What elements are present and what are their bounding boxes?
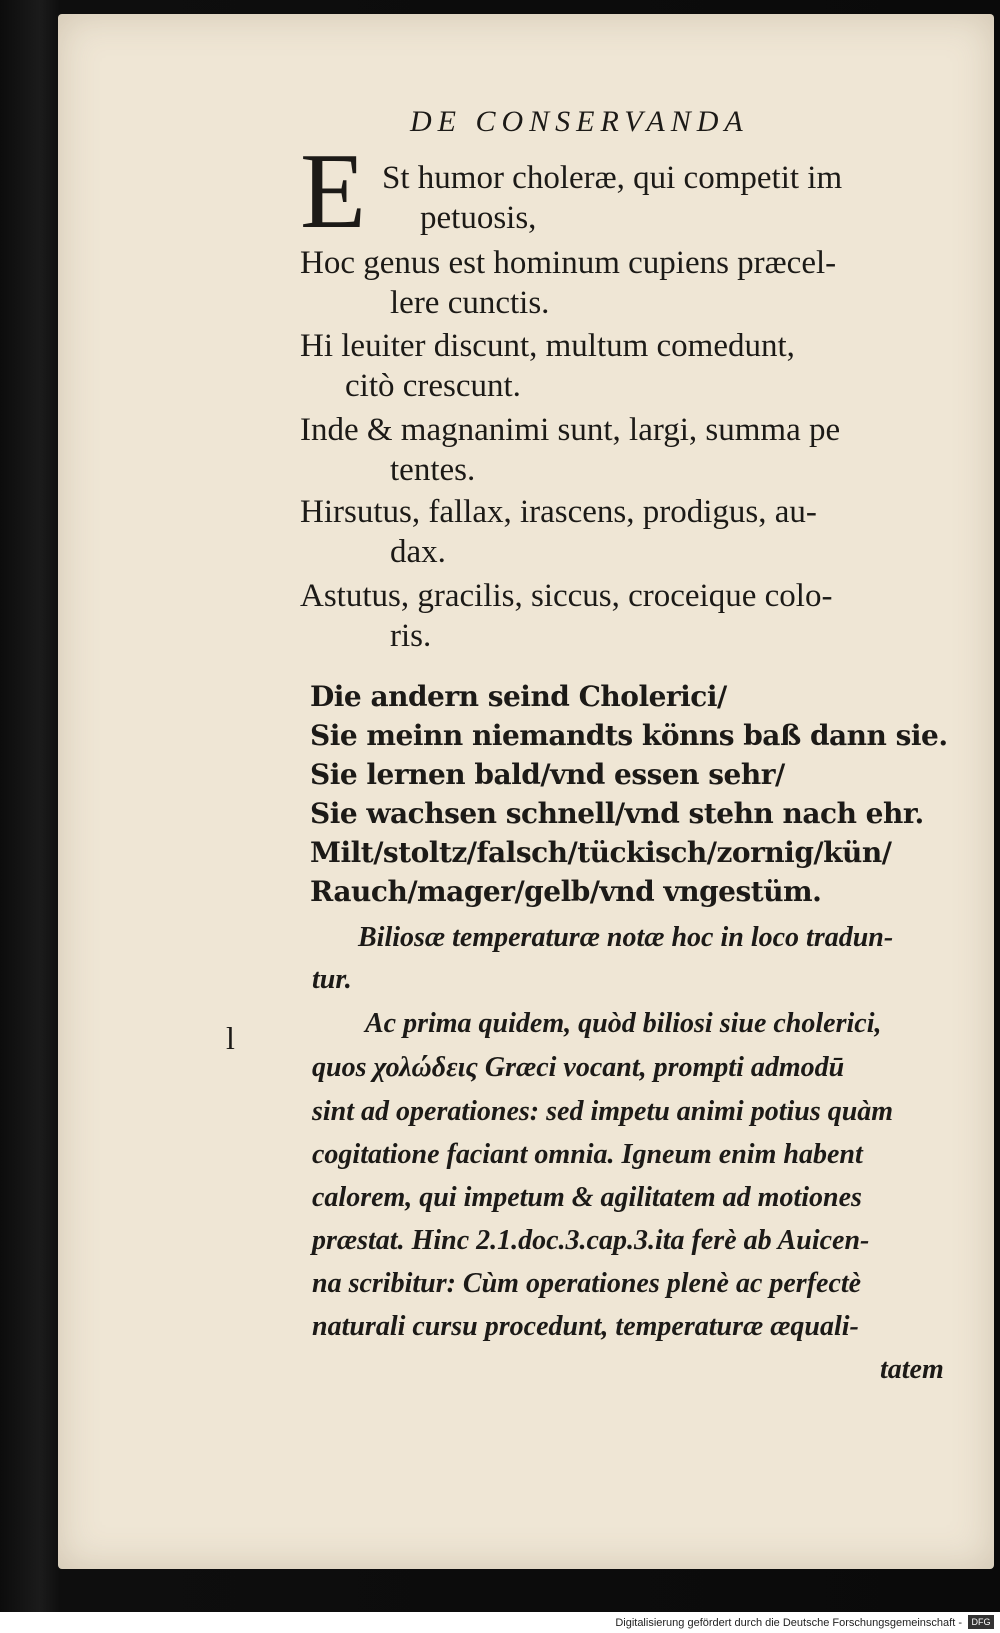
prose-line: præstat. Hinc 2.1.doc.3.cap.3.ita ferè ab Auicen- xyxy=(312,1225,870,1256)
running-head: DE CONSERVANDA xyxy=(410,105,749,138)
latin-verse-line: citò crescunt. xyxy=(345,368,521,404)
catchword: tatem xyxy=(880,1354,944,1385)
prose-line: naturali cursu procedunt, temperaturæ æquali- xyxy=(312,1311,859,1342)
footer-credit: Digitalisierung gefördert durch die Deutsche Forschungsgemeinschaft - xyxy=(615,1617,962,1629)
prose-line: cogitatione faciant omnia. Igneum enim habent xyxy=(312,1139,863,1170)
latin-verse-line: dax. xyxy=(390,534,446,570)
latin-verse-line: Astutus, gracilis, siccus, croceique colo- xyxy=(300,578,833,614)
prose-line: Biliosæ temperaturæ notæ hoc in loco tradun- xyxy=(358,922,894,953)
latin-verse-line: Hoc genus est hominum cupiens præcel- xyxy=(300,245,837,281)
latin-verse-line: St humor choleræ, qui competit im xyxy=(382,160,843,196)
prose-line: calorem, qui impetum & agilitatem ad motiones xyxy=(312,1182,862,1213)
german-verse-line: Milt/stoltz/falsch/tückisch/zornig/kün/ xyxy=(310,836,892,869)
german-verse-line: Sie wachsen schnell/vnd stehn nach ehr. xyxy=(310,797,924,830)
latin-verse-line: petuosis, xyxy=(420,200,537,236)
latin-verse-line: Hirsutus, fallax, irascens, prodigus, au- xyxy=(300,494,817,530)
german-verse-line: Die andern seind Cholerici/ xyxy=(310,680,727,713)
german-verse-line: Sie meinn niemandts könns baß dann sie. xyxy=(310,719,948,752)
german-verse-line: Rauch/mager/gelb/vnd vngestüm. xyxy=(310,875,822,908)
drop-cap: E xyxy=(300,132,366,251)
prose-line: tur. xyxy=(312,964,352,995)
latin-verse-line: lere cunctis. xyxy=(390,285,550,321)
latin-verse-line: tentes. xyxy=(390,452,476,488)
latin-verse-line: Hi leuiter discunt, multum comedunt, xyxy=(300,328,795,364)
prose-line: sint ad operationes: sed impetu animi potius quàm xyxy=(312,1096,894,1127)
dfg-logo: DFG xyxy=(968,1615,994,1629)
prose-line: Ac prima quidem, quòd biliosi siue cholerici, xyxy=(365,1008,882,1039)
prose-line: na scribitur: Cùm operationes plenè ac perfectè xyxy=(312,1268,862,1299)
latin-verse-line: Inde & magnanimi sunt, largi, summa pe xyxy=(300,412,841,448)
german-verse-line: Sie lernen bald/vnd essen sehr/ xyxy=(310,758,785,791)
margin-mark: l xyxy=(226,1020,235,1056)
prose-line: quos χολώδεις Græci vocant, prompti admodū xyxy=(312,1052,845,1083)
latin-verse-line: ris. xyxy=(390,618,432,654)
